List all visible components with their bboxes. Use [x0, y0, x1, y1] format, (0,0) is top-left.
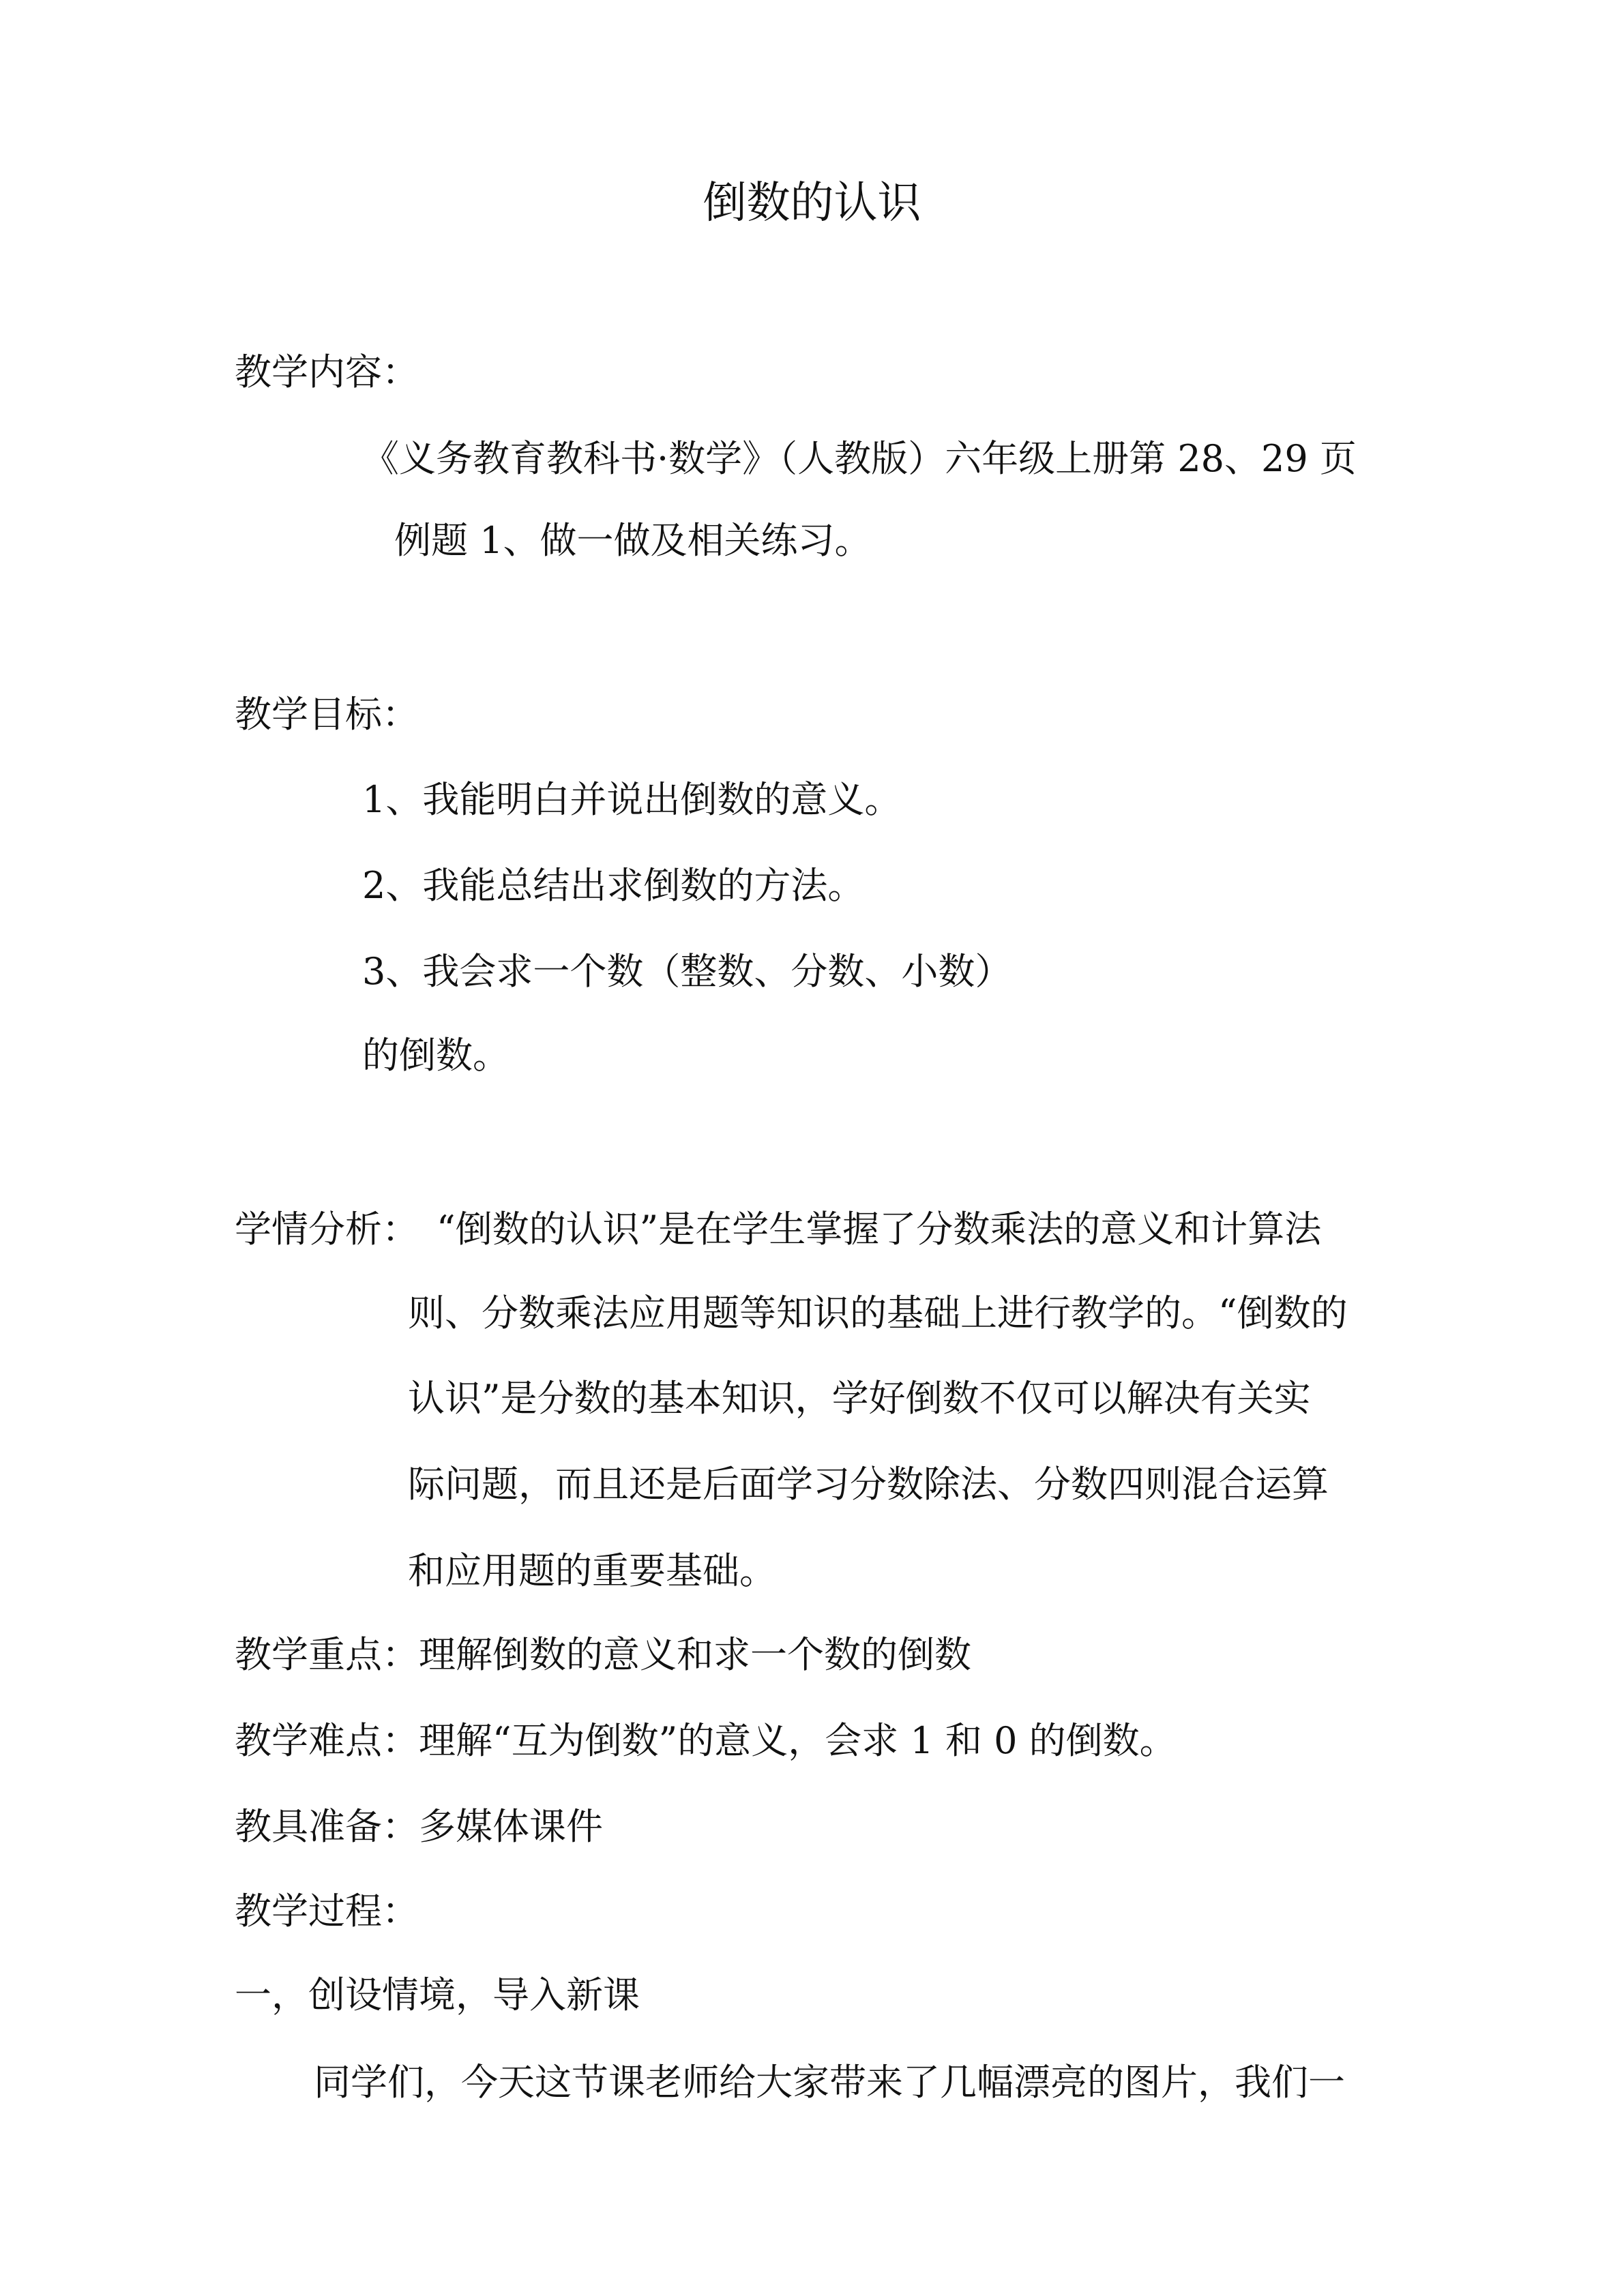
objective-item-3: 3、我会求一个数（整数、分数、小数） — [362, 950, 1012, 993]
analysis-line-5: 和应用题的重要基础。 — [408, 1549, 776, 1592]
objective-item-2: 2、我能总结出求倒数的方法。 — [362, 864, 865, 907]
objectives-label: 教学目标： — [235, 693, 419, 736]
process-label: 教学过程： — [235, 1890, 419, 1933]
teaching-tools: 教具准备：多媒体课件 — [235, 1805, 603, 1848]
content-line-2: 例题 1、做一做及相关练习。 — [394, 519, 872, 562]
content-line-1: 《义务教育教科书·数学》（人教版）六年级上册第 28、29 页 — [362, 437, 1357, 480]
objective-item-1: 1、我能明白并说出倒数的意义。 — [362, 778, 902, 821]
analysis-line-3: 认识”是分数的基本知识，学好倒数不仅可以解决有关实 — [408, 1377, 1311, 1420]
body-paragraph: 同学们，今天这节课老师给大家带来了几幅漂亮的图片，我们一 — [314, 2061, 1345, 2104]
section-heading-1: 一，创设情境，导入新课 — [235, 1973, 640, 2016]
analysis-label: 学情分析： — [235, 1208, 419, 1251]
document-title: 倒数的认识 — [703, 178, 921, 228]
objective-continuation: 的倒数。 — [362, 1034, 510, 1077]
difficulty: 教学难点：理解“互为倒数”的意义，会求 1 和 0 的倒数。 — [235, 1719, 1177, 1762]
analysis-line-1: “倒数的认识”是在学生掌握了分数乘法的意义和计算法 — [437, 1208, 1322, 1251]
key-point: 教学重点：理解倒数的意义和求一个数的倒数 — [235, 1633, 971, 1676]
content-label: 教学内容： — [235, 351, 419, 393]
analysis-line-2: 则、分数乘法应用题等知识的基础上进行教学的。“倒数的 — [408, 1292, 1348, 1335]
analysis-line-4: 际问题，而且还是后面学习分数除法、分数四则混合运算 — [408, 1463, 1329, 1506]
